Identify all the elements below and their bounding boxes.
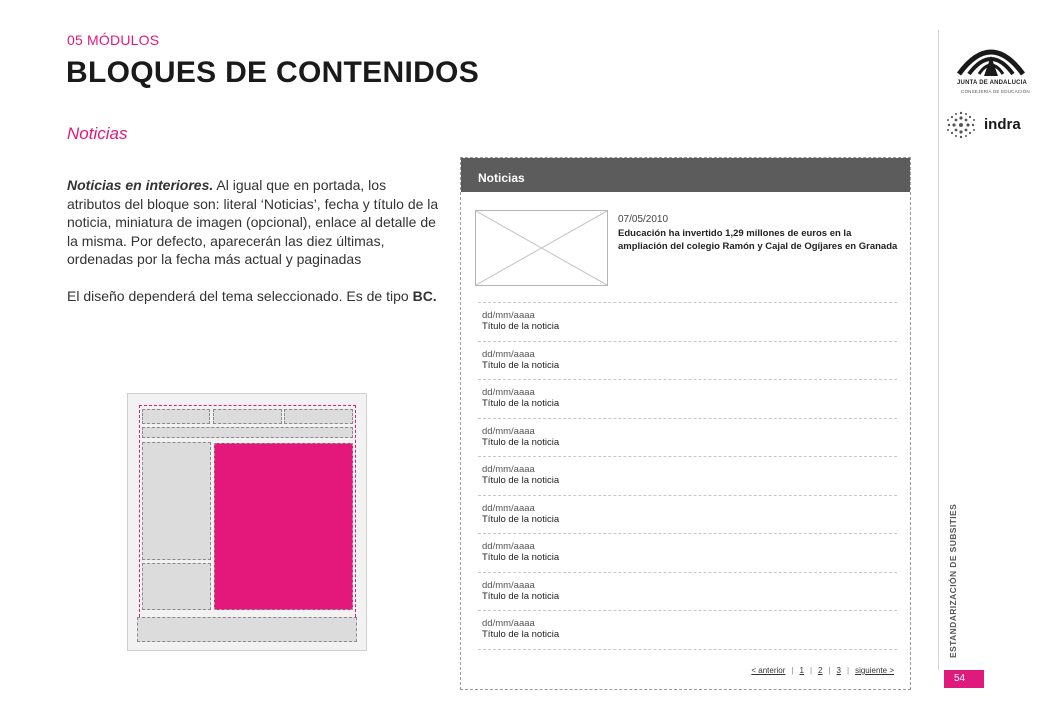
junta-name: JUNTA DE ANDALUCIA [957, 80, 1028, 86]
layout-footer [137, 617, 357, 642]
news-date: dd/mm/aaaa [482, 579, 535, 591]
vertical-label: ESTANDARIZACIÓN DE SUBSITIES [948, 503, 958, 658]
news-date: dd/mm/aaaa [482, 387, 535, 398]
news-date: dd/mm/aaaa [482, 464, 535, 475]
list-item[interactable] [478, 610, 897, 649]
featured-title[interactable]: Educación ha invertido 1,29 millones de euros en la ampliación del colegio Ramón y Cajal de Ogíjares en Granada [618, 228, 898, 252]
pager-separator: | [791, 666, 794, 675]
list-item[interactable] [478, 533, 897, 572]
list-item[interactable] [478, 341, 897, 380]
news-title[interactable]: Título de la noticia [482, 552, 560, 563]
pager-page-1[interactable]: 1 [799, 666, 804, 675]
junta-subtitle: CONSEJERÍA DE EDUCACIÓN [961, 89, 1030, 94]
image-placeholder-icon [475, 210, 608, 286]
pager-page-2[interactable]: 2 [818, 666, 823, 675]
news-title[interactable]: Título de la noticia [482, 398, 560, 409]
design-type: BC. [412, 287, 437, 304]
description-lead: Noticias en interiores. [67, 177, 214, 193]
pagination [751, 666, 894, 675]
layout-thumbnail [127, 393, 367, 651]
list-item[interactable] [478, 456, 897, 495]
design-paragraph [67, 287, 439, 306]
news-title[interactable]: Título de la noticia [482, 321, 560, 332]
pager-separator: | [828, 666, 831, 675]
indra-logo [944, 110, 1034, 140]
featured-meta [618, 214, 898, 253]
design-text: El diseño dependerá del tema seleccionado. Es de tipo [67, 287, 413, 304]
news-title[interactable]: Título de la noticia [482, 590, 560, 602]
pager-next-link[interactable]: siguiente > [855, 666, 894, 675]
pager-prev-link[interactable]: < anterior [751, 666, 786, 675]
news-date: dd/mm/aaaa [482, 348, 535, 360]
list-item[interactable] [478, 379, 897, 418]
list-end-divider [478, 649, 897, 650]
sidebar-divider [938, 30, 939, 670]
news-date: dd/mm/aaaa [482, 310, 535, 321]
featured-news[interactable] [475, 210, 897, 302]
indra-wordmark: indra [984, 116, 1021, 133]
list-item[interactable] [478, 418, 897, 457]
description-paragraph [67, 176, 439, 269]
featured-date: 07/05/2010 [618, 214, 669, 225]
news-title[interactable]: Título de la noticia [482, 436, 560, 448]
news-block-header: Noticias [461, 158, 910, 192]
section-label: 05 MÓDULOS [67, 32, 160, 48]
news-block [460, 157, 911, 690]
list-item[interactable] [478, 572, 897, 611]
news-list [478, 302, 897, 650]
news-title[interactable]: Título de la noticia [482, 359, 560, 371]
junta-logo [951, 36, 1031, 102]
pager-separator: | [809, 666, 813, 675]
pager-page-3[interactable]: 3 [836, 666, 841, 675]
page-title: BLOQUES DE CONTENIDOS [66, 56, 479, 89]
list-item[interactable] [478, 302, 897, 341]
description [67, 176, 439, 305]
description-text: Al igual que en portada, los atributos del bloque son: literal ‘Noticias’, fecha y título de la noticia, miniatura de imagen (opcional), enlace al detalle de la misma. Por defecto, aparecerán las diez últimas, ordenadas por la fecha más actual y paginadas [67, 177, 439, 267]
news-title[interactable]: Título de la noticia [482, 513, 560, 525]
junta-emblem-icon [951, 36, 1031, 80]
news-title[interactable]: Título de la noticia [482, 629, 560, 640]
layout-outline [139, 405, 356, 622]
list-item[interactable] [478, 495, 897, 534]
indra-dots-icon [944, 110, 978, 140]
news-title[interactable]: Título de la noticia [482, 475, 560, 486]
placeholder-cross-icon [476, 211, 607, 285]
news-date: dd/mm/aaaa [482, 502, 535, 514]
page-number: 54 [944, 670, 984, 688]
news-date: dd/mm/aaaa [482, 618, 535, 629]
pager-separator: | [847, 666, 850, 675]
news-date: dd/mm/aaaa [482, 425, 535, 437]
news-date: dd/mm/aaaa [482, 541, 535, 552]
subsection-title: Noticias [67, 124, 128, 143]
